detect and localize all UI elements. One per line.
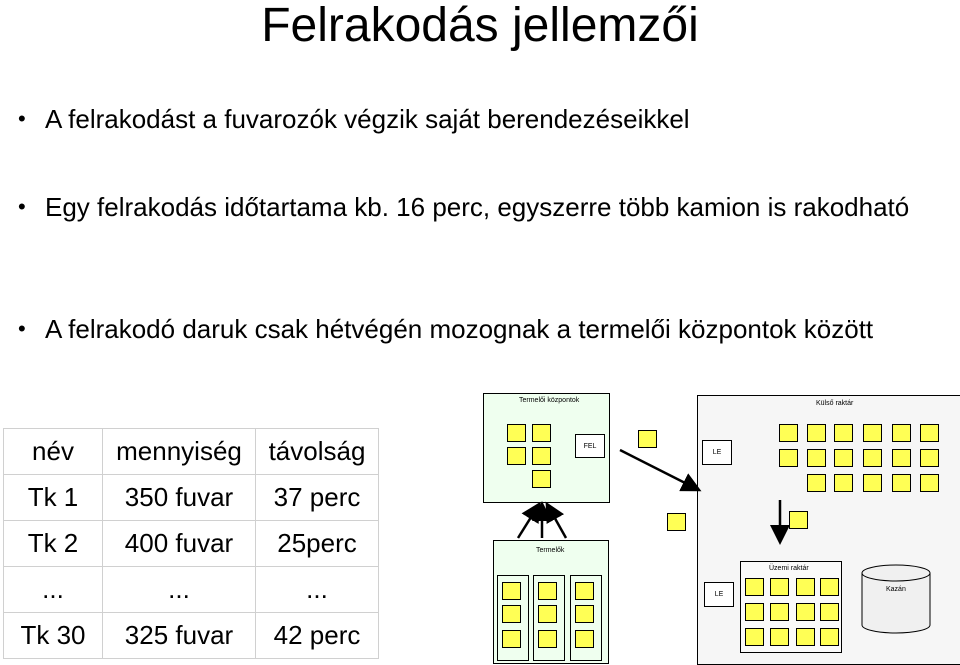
pallet-icon [575,630,594,648]
pallet-icon [834,474,853,492]
pallet-icon [745,603,764,621]
cell-quantity: ... [103,567,256,613]
le-bottom-label: LE [714,591,724,598]
termelok-label: Termelők [536,547,565,554]
fel-label: FEL [583,442,597,450]
bullet-text: A felrakodást a fuvarozók végzik saját berendezéseikkel [45,104,690,134]
slide-title: Felrakodás jellemzői [261,0,699,52]
pallet-icon [575,605,594,623]
pallet-icon [638,430,657,448]
pallet-icon [920,474,939,492]
pallet-icon [820,628,839,646]
table-header-row [4,429,379,475]
arrow-producer-up-left [518,506,538,538]
le-top-label: LE [712,449,722,456]
pallet-icon [538,605,557,623]
bullet-text: Egy felrakodás időtartama kb. 16 perc, egyszerre több kamion is rakodható [45,192,910,222]
cell-distance: 25perc [256,521,379,567]
arrow-producer-up-right [548,506,566,538]
cell-name: Tk 2 [4,521,103,567]
pallet-icon [834,424,853,442]
pallet-icon [920,449,939,467]
bullet-dot: • [18,316,26,341]
table-row [4,567,379,613]
pallet-icon [770,603,789,621]
transport-table [3,428,379,659]
cell-quantity: 350 fuvar [103,475,256,521]
pallet-icon [863,449,882,467]
bullet-text: A felrakodó daruk csak hétvégén mozognak a termelői központok között [45,314,874,344]
pallet-icon [796,628,815,646]
pallet-icon [502,605,521,623]
pallet-icon [834,449,853,467]
table-row [4,521,379,567]
termeloi-kozpontok-label: Termelői központok [519,397,580,404]
pallet-icon [770,628,789,646]
cell-distance: ... [256,567,379,613]
bullet-dot: • [18,106,26,131]
kazan-label: Kazán [886,586,906,593]
cell-name: Tk 1 [4,475,103,521]
pallet-icon [538,630,557,648]
cell-name: Tk 30 [4,613,103,659]
uzemi-raktar-label: Üzemi raktár [769,565,809,572]
table-row [4,613,379,659]
table-row [4,475,379,521]
header-name: név [4,429,103,475]
pallet-icon [502,630,521,648]
bullet-dot: • [18,194,26,219]
pallet-icon [920,424,939,442]
cell-distance: 42 perc [256,613,379,659]
pallet-icon [820,578,839,596]
pallet-icon [745,628,764,646]
pallet-icon [892,474,911,492]
pallet-icon [892,424,911,442]
header-quantity: mennyiség [103,429,256,475]
pallet-icon [892,449,911,467]
cell-quantity: 325 fuvar [103,613,256,659]
kulso-raktar-label: Külső raktár [816,400,854,407]
pallet-icon [863,424,882,442]
pallet-icon [863,474,882,492]
cell-distance: 37 perc [256,475,379,521]
kazan-cylinder-icon [858,563,938,637]
cell-quantity: 400 fuvar [103,521,256,567]
header-distance: távolság [256,429,379,475]
cell-name: ... [4,567,103,613]
pallet-icon [667,513,686,531]
pallet-icon [796,603,815,621]
pallet-icon [820,603,839,621]
arrow-center-to-warehouse [620,450,697,489]
